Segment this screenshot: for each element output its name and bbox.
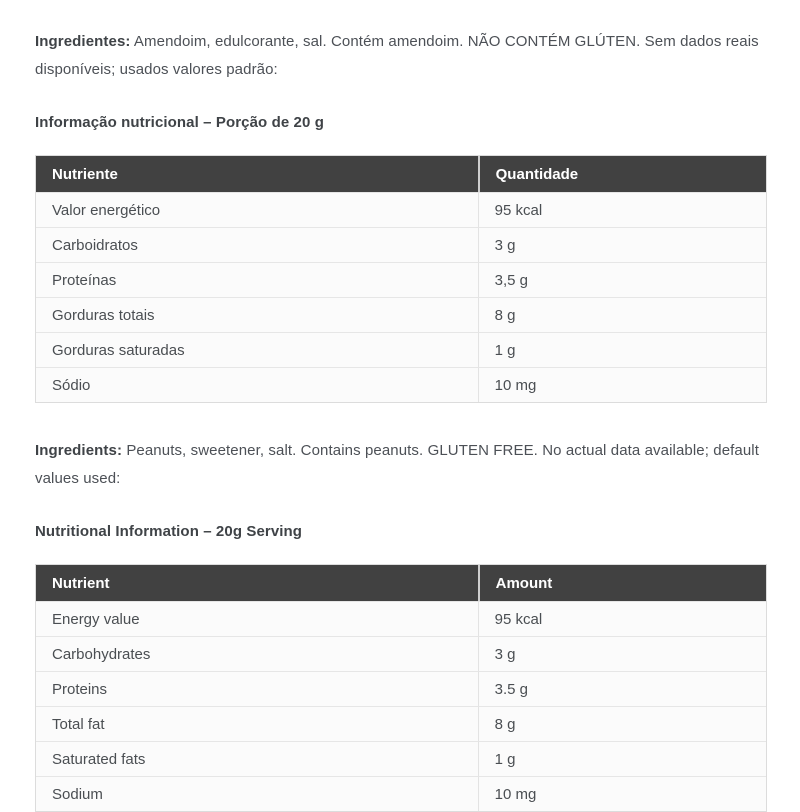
nutrition-page <box>35 0 767 812</box>
column-header-nutrient: Nutriente <box>36 156 478 192</box>
section-heading: Nutritional Information – 20g Serving <box>35 523 303 540</box>
nutrient-cell: Total fat <box>36 706 478 741</box>
amount-cell: 1 g <box>478 741 766 776</box>
table-row <box>36 262 766 297</box>
nutrition-section-pt <box>35 28 767 403</box>
ingredients-paragraph <box>35 437 767 493</box>
table-row <box>36 741 766 776</box>
ingredients-label: Ingredients: <box>35 442 123 459</box>
ingredients-text: Amendoim, edulcorante, sal. Contém amendoim. NÃO CONTÉM GLÚTEN. Sem dados reais disponíveis; usados valores padrão: <box>35 33 759 78</box>
ingredients-paragraph <box>35 28 767 84</box>
table-row <box>36 367 766 402</box>
column-header-nutrient: Nutrient <box>36 565 478 601</box>
amount-cell: 8 g <box>478 297 766 332</box>
table-header <box>36 565 766 601</box>
amount-cell: 95 kcal <box>478 192 766 227</box>
nutrient-cell: Saturated fats <box>36 741 478 776</box>
nutrient-cell: Carboidratos <box>36 227 478 262</box>
table-header-row <box>36 156 766 192</box>
nutrition-section-en <box>35 437 767 812</box>
amount-cell: 95 kcal <box>478 601 766 636</box>
table-row <box>36 776 766 811</box>
nutrient-cell: Energy value <box>36 601 478 636</box>
nutrition-table-pt <box>35 155 767 403</box>
amount-cell: 3 g <box>478 227 766 262</box>
table-row <box>36 297 766 332</box>
table-body <box>36 601 766 811</box>
amount-cell: 3,5 g <box>478 262 766 297</box>
nutrition-table-en <box>35 564 767 812</box>
amount-cell: 10 mg <box>478 776 766 811</box>
table-header <box>36 156 766 192</box>
amount-cell: 8 g <box>478 706 766 741</box>
nutrient-cell: Sodium <box>36 776 478 811</box>
nutrient-cell: Gorduras totais <box>36 297 478 332</box>
ingredients-label: Ingredientes: <box>35 33 131 50</box>
amount-cell: 3 g <box>478 636 766 671</box>
table-header-row <box>36 565 766 601</box>
nutrient-cell: Proteins <box>36 671 478 706</box>
table-row <box>36 706 766 741</box>
table-row <box>36 601 766 636</box>
table-body <box>36 192 766 402</box>
table-row <box>36 192 766 227</box>
nutrient-cell: Valor energético <box>36 192 478 227</box>
nutrient-cell: Gorduras saturadas <box>36 332 478 367</box>
amount-cell: 3.5 g <box>478 671 766 706</box>
column-header-amount: Quantidade <box>478 156 766 192</box>
ingredients-text: Peanuts, sweetener, salt. Contains peanuts. GLUTEN FREE. No actual data available; default values used: <box>35 442 759 487</box>
amount-cell: 10 mg <box>478 367 766 402</box>
column-header-amount: Amount <box>478 565 766 601</box>
table-row <box>36 671 766 706</box>
table-row <box>36 227 766 262</box>
table-row <box>36 332 766 367</box>
nutrient-cell: Carbohydrates <box>36 636 478 671</box>
nutrient-cell: Sódio <box>36 367 478 402</box>
table-row <box>36 636 766 671</box>
section-heading: Informação nutricional – Porção de 20 g <box>35 114 324 131</box>
amount-cell: 1 g <box>478 332 766 367</box>
nutrient-cell: Proteínas <box>36 262 478 297</box>
